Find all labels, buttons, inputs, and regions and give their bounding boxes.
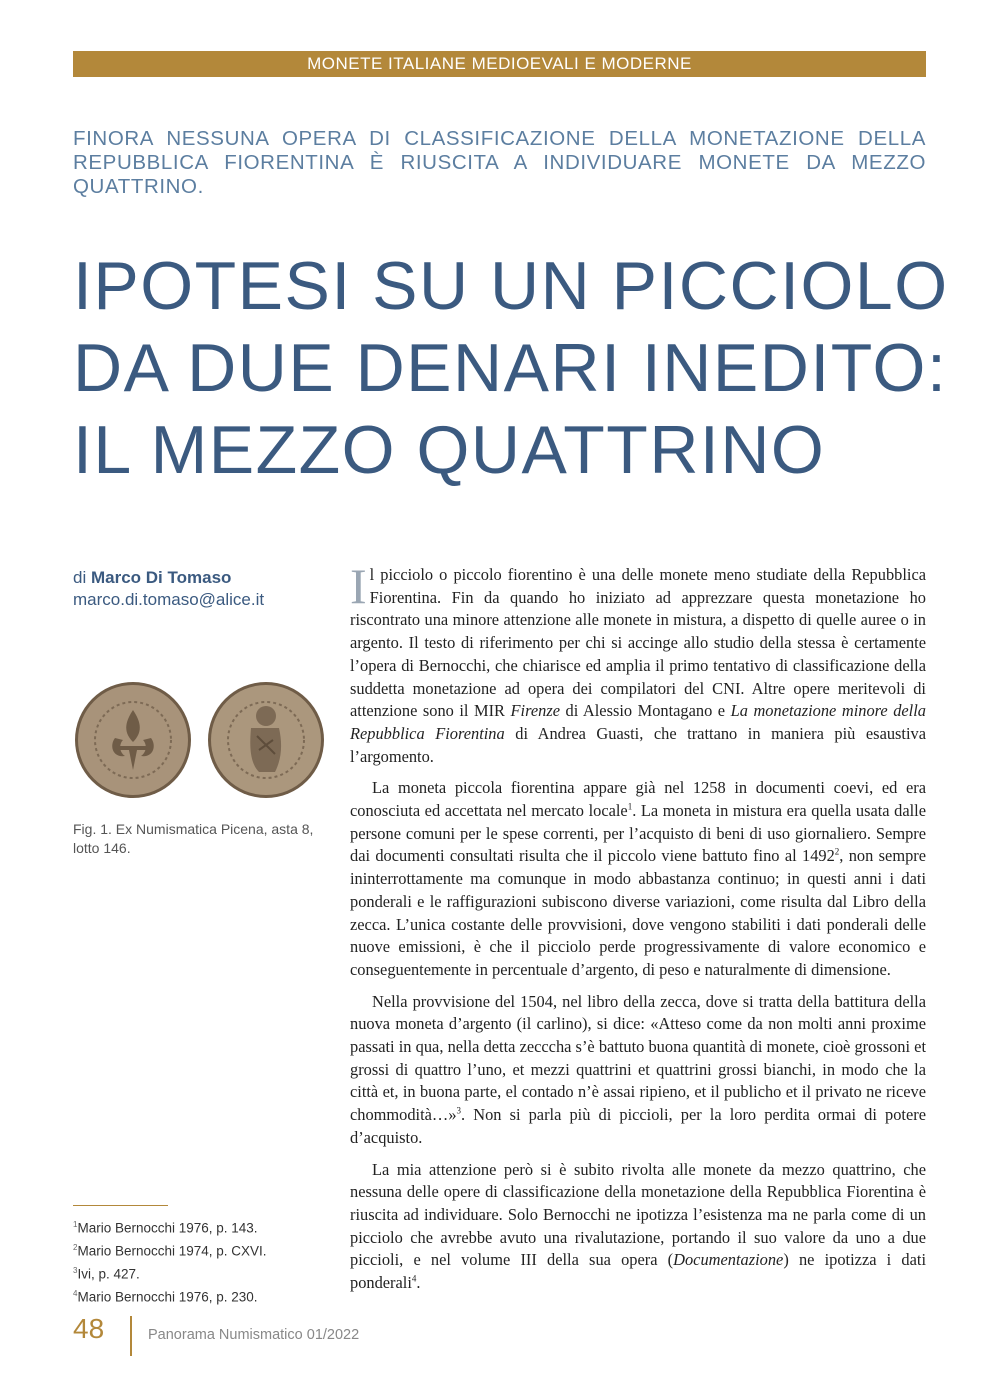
coin-obverse-image — [75, 682, 191, 798]
byline — [73, 567, 333, 611]
footnote-ref[interactable]: 4 — [411, 1273, 417, 1284]
footnote-item: $^4$Mario Bernocchi 1976, p. 230. — [73, 1289, 258, 1305]
title-line-3: IL MEZZO QUATTRINO — [73, 412, 826, 488]
figure-caption: Fig. 1. Ex Numismatica Picena, asta 8, lotto 146. — [73, 821, 314, 856]
paragraph-4: La mia attenzione però si è subito rivolta alle monete da mezzo quattrino, che nessuna delle opere di classificazione della monetazione della Repubblica Fiorentina è riuscita ad individuare. Solo Bernocchi ne ipotizza l’esistenza ma ne parla come di un picciolo che avrebbe avuto una rivalutazione, portando il suo valore da uno a due piccioli, e nel volume III della sua opera (Documentazione) ne ipotizza i dati ponderali$^4$. — [350, 1159, 926, 1293]
footnote-ref[interactable]: 2 — [834, 846, 840, 857]
title-line-1: IPOTESI SU UN PICCIOLO — [73, 248, 949, 324]
title-line-2: DA DUE DENARI INEDITO: — [73, 330, 948, 406]
section-header-bar — [73, 51, 926, 77]
drop-cap: I — [350, 558, 367, 614]
footnote-divider — [73, 1205, 168, 1206]
paragraph-3: Nella provvisione del 1504, nel libro della zecca, dove si tratta della battitura della nuova moneta d’argento (il carlino), si dice: «Atteso come da non molti anni proxime passati in qua, nella detta zecccha s’è battuto buona quantità di monete, cioè grossoni et grossi di quattro l’uno, et mezzi quattrini et quattrini grossi bianchi, in modo che la città et, in buona parte, el contado n’è assai ripieno, et il publicho et il privato ne riceve chommodità…»$^3$. Non si parla più di piccioli, per la loro perdita ormai di potere d’acquisto. — [350, 991, 926, 1147]
author-email[interactable]: marco.di.tomaso@alice.it — [73, 590, 265, 609]
footnote-ref[interactable]: 3 — [456, 1105, 462, 1116]
footnote-item: $^2$Mario Bernocchi 1974, p. CXVI. — [73, 1243, 267, 1259]
journal-name: Panorama Numismatico 01/2022 — [148, 1327, 360, 1343]
footer-divider — [130, 1316, 132, 1356]
coin-reverse-image — [208, 682, 324, 798]
paragraph-1: Il picciolo o piccolo fiorentino è una delle monete meno studiate della Repubblica Fiorentina. Fin da quando ho iniziato ad apprezzare questa monetazione ho riscontrato una minore attenzione alle monete in mistura, a dispetto di quelle auree o in argento. Il testo di riferimento per chi si accinge allo studio della stessa è certamente l’opera di Bernocchi, che chiarisce ed amplia il primo tentativo di classificazione della suddetta monetazione ad opera dei compilatori del CNI. Altre opere meritevoli di attenzione sono il MIR Firenze di Alessio Montagano e La monetazione minore della Repubblica Fiorentina di Andrea Guasti, che trattano in maniera più esaustiva l’argomento. — [350, 558, 926, 766]
footnote-ref[interactable]: 1 — [627, 801, 633, 812]
coin-photo — [73, 680, 328, 800]
section-title: MONETE ITALIANE MEDIOEVALI E MODERNE — [307, 54, 692, 73]
article-body — [350, 558, 926, 1304]
byline-prefix: di — [73, 568, 87, 587]
paragraph-2: La moneta piccola fiorentina appare già nel 1258 in documenti coevi, ed era conosciuta ed accettata nel mercato locale$^1$. La moneta in mistura era quella usata dalle persone comuni per le spese correnti, per l’acquisto di beni di uso giornaliero. Sempre dai documenti consultati risulta che il piccolo viene battuto fino al 1492$^2$, non sempre ininterrottamente ma comunque in modo abbastanza continuo; in questi anni i dati ponderali e le raffigurazioni subiscono diverse variazioni, come risulta dal Libro della zecca. L’unica costante delle provvisioni, dove vengono stabiliti i dati ponderali delle nuove emissioni, è che il picciolo perde progressivamente di valore economico e conseguentemente in percentuale d’argento, di peso e naturalmente di dimensione. — [350, 778, 926, 979]
footnote-item: $^3$Ivi, p. 427. — [73, 1266, 140, 1282]
footnotes — [73, 1215, 333, 1307]
footnote-item: $^1$Mario Bernocchi 1976, p. 143. — [73, 1220, 258, 1236]
author-name: Marco Di Tomaso — [90, 568, 232, 587]
article-title — [73, 245, 953, 491]
kicker-text: FINORA NESSUNA OPERA DI CLASSIFICAZIONE DELLA MONETAZIONE DELLA REPUBBLICA FIORENTINA È RIUSCITA A INDIVIDUARE MONETE DA MEZZO QUATTRINO. — [73, 127, 926, 198]
page-number: 48 — [73, 1313, 105, 1344]
